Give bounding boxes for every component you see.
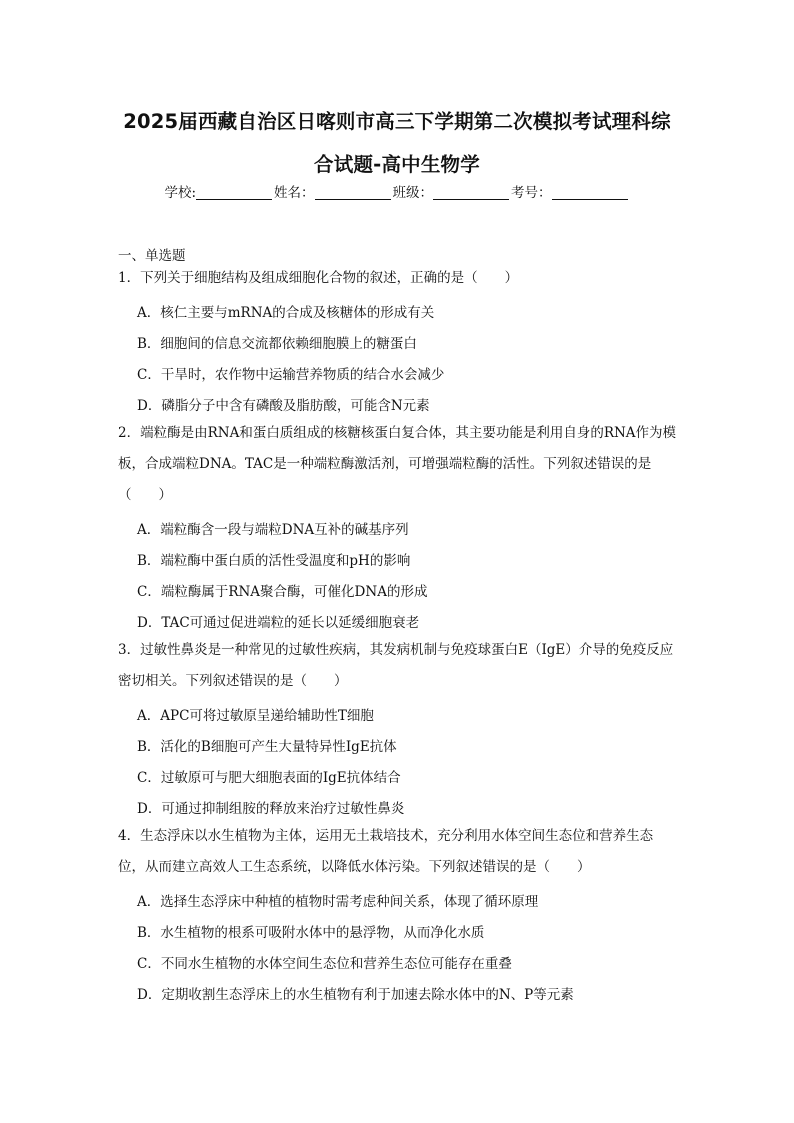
class-blank bbox=[433, 185, 509, 200]
question-stem: 3．过敏性鼻炎是一种常见的过敏性疾病，其发病机制与免疫球蛋白E（IgE）介导的免疫反应密切相关。下列叙述错误的是（ ） bbox=[118, 642, 674, 689]
question-stem: 2．端粒酶是由RNA和蛋白质组成的核糖核蛋白复合体，其主要功能是利用自身的RNA作为模板，合成端粒DNA。TAC是一种端粒酶激活剂，可增强端粒酶的活性。下列叙述错误的是（ ） bbox=[118, 425, 677, 503]
question-option: B．端粒酶中蛋白质的活性受温度和pH的影响 bbox=[137, 553, 411, 569]
name-label: 姓名： bbox=[274, 185, 315, 201]
question-option: B．细胞间的信息交流都依赖细胞膜上的糖蛋白 bbox=[137, 336, 417, 352]
exam-no-blank bbox=[552, 185, 628, 200]
class-label: 班级： bbox=[392, 185, 434, 201]
question-option: D．磷脂分子中含有磷酸及脂肪酸，可能含N元素 bbox=[137, 398, 430, 414]
question-option: D．定期收割生态浮床上的水生植物有利于加速去除水体中的N、P等元素 bbox=[137, 987, 574, 1003]
exam-no-label: 考号： bbox=[511, 185, 552, 201]
question-stem: 1．下列关于细胞结构及组成细胞化合物的叙述，正确的是（ ） bbox=[118, 270, 519, 286]
question-option: C．不同水生植物的水体空间生态位和营养生态位可能存在重叠 bbox=[137, 956, 512, 972]
question-option: C．端粒酶属于RNA聚合酶，可催化DNA的形成 bbox=[137, 584, 428, 600]
question-option: B．活化的B细胞可产生大量特异性IgE抗体 bbox=[137, 739, 397, 755]
school-blank bbox=[196, 185, 272, 200]
exam-title-line2: 合试题-高中生物学 bbox=[314, 153, 480, 176]
student-info-row bbox=[0, 181, 794, 201]
question-option: B．水生植物的根系可吸附水体中的悬浮物，从而净化水质 bbox=[137, 925, 485, 941]
question-option: A．核仁主要与mRNA的合成及核糖体的形成有关 bbox=[137, 305, 435, 321]
question-option: C．干旱时，农作物中运输营养物质的结合水会减少 bbox=[137, 367, 445, 383]
exam-title-line1: 2025届西藏自治区日喀则市高三下学期第二次模拟考试理科综 bbox=[123, 110, 671, 133]
question-option: D．TAC可通过促进端粒的延长以延缓细胞衰老 bbox=[137, 615, 420, 631]
name-blank bbox=[315, 185, 391, 200]
section-title: 一、单选题 bbox=[118, 248, 186, 264]
question-option: A．APC可将过敏原呈递给辅助性T细胞 bbox=[137, 708, 374, 724]
question-option: D．可通过抑制组胺的释放来治疗过敏性鼻炎 bbox=[137, 801, 405, 817]
question-option: A．端粒酶含一段与端粒DNA互补的碱基序列 bbox=[137, 522, 409, 538]
question-option: C．过敏原可与肥大细胞表面的IgE抗体结合 bbox=[137, 770, 401, 786]
school-label: 学校: bbox=[164, 185, 197, 201]
question-stem: 4．生态浮床以水生植物为主体，运用无土栽培技术，充分利用水体空间生态位和营养生态位，从而建立高效人工生态系统，以降低水体污染。下列叙述错误的是（ ） bbox=[118, 828, 654, 875]
question-option: A．选择生态浮床中种植的植物时需考虑种间关系，体现了循环原理 bbox=[137, 894, 539, 910]
